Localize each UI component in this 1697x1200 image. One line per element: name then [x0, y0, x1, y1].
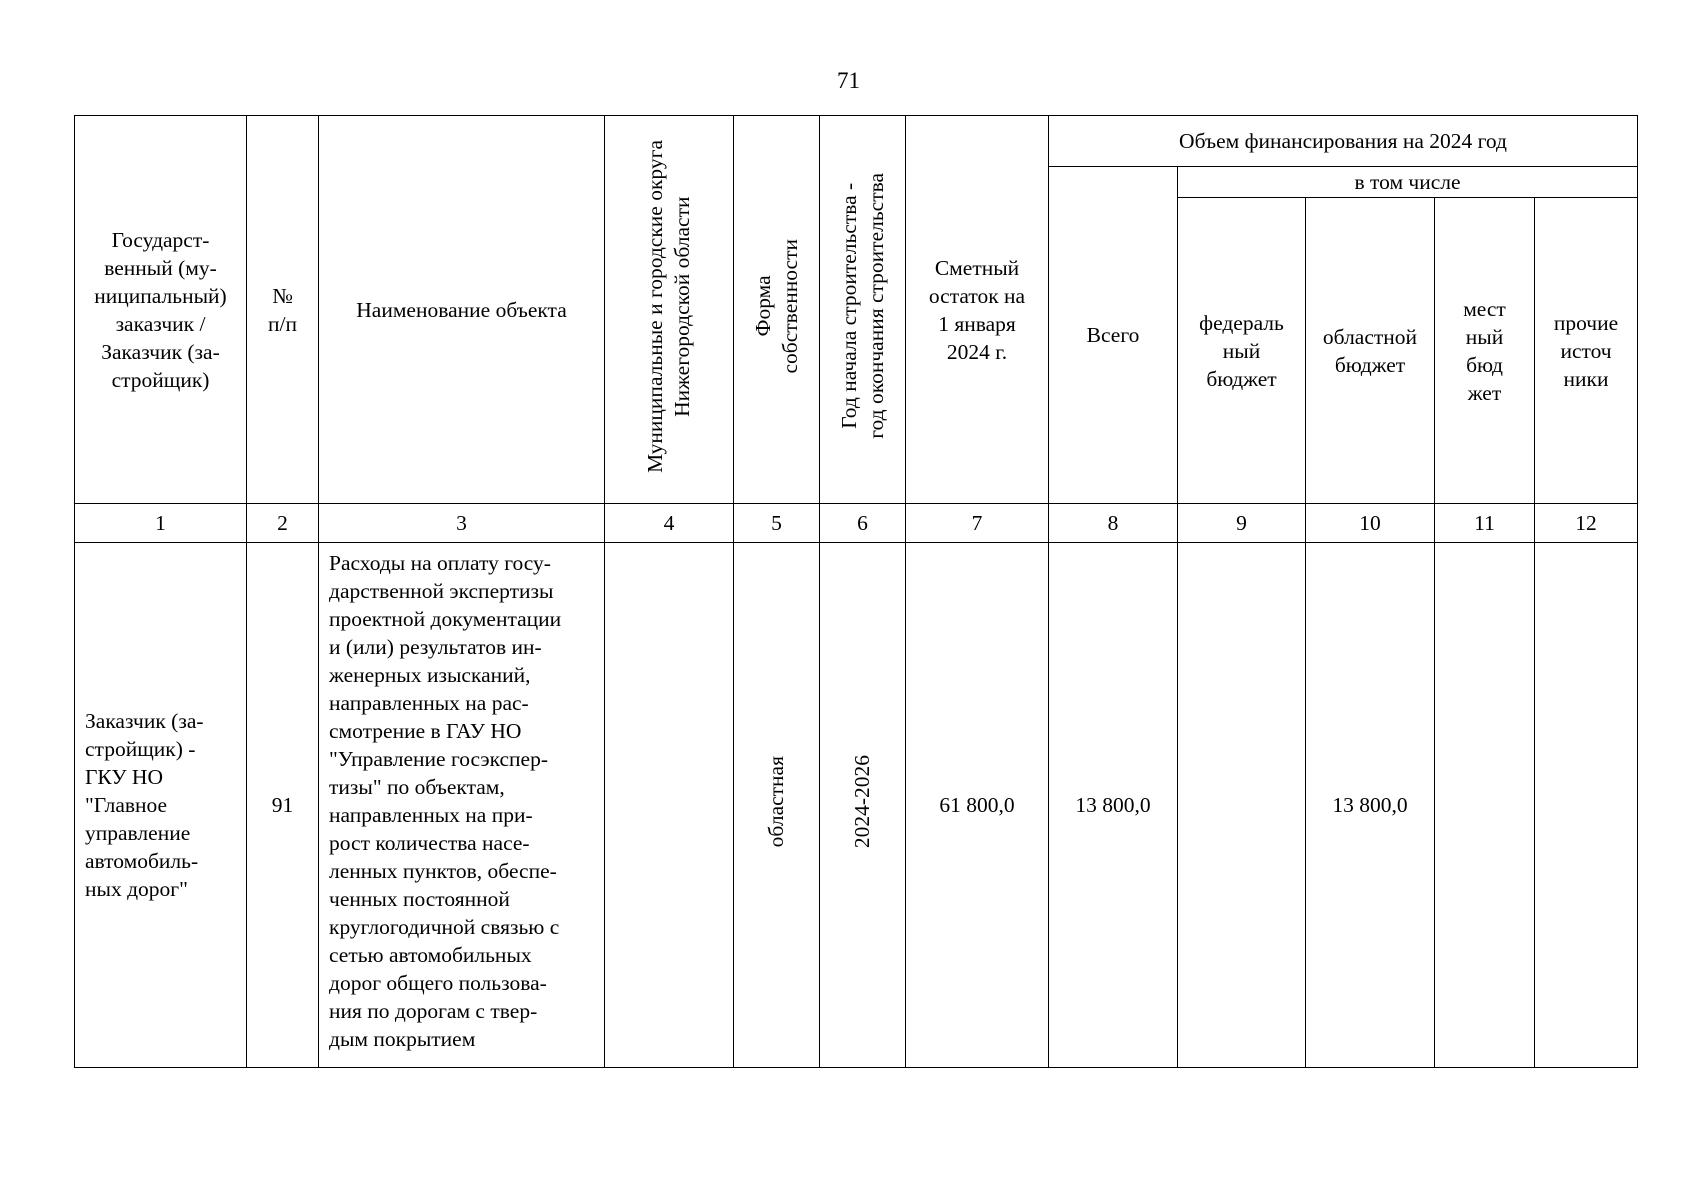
column-number: 3: [319, 504, 605, 543]
header-including: в том числе: [1178, 167, 1638, 198]
header-ownership: [734, 116, 820, 504]
cell-customer: Заказчик (за- стройщик) - ГКУ НО "Главное управление автомобиль- ных дорог": [75, 543, 247, 1068]
header-number: № п/п: [247, 116, 319, 504]
header-municipalities-text: Муниципальные и городские округа Нижегородской области: [643, 139, 694, 473]
header-regional: областной бюджет: [1306, 198, 1435, 504]
cell-ownership: [734, 543, 820, 1068]
column-number-row: [75, 504, 1638, 543]
header-object-name: Наименование объекта: [319, 116, 605, 504]
column-number: 4: [605, 504, 734, 543]
header-customer: Государст- венный (му- ниципальный) заказчик / Заказчик (за- стройщик): [75, 116, 247, 504]
header-financing: Объем финансирования на 2024 год: [1049, 116, 1638, 167]
column-number: 6: [820, 504, 906, 543]
cell-object-name: Расходы на оплату госу- дарственной экспертизы проектной документации и (или) результатов ин- женерных изысканий, направленных на рас- смотрение в ГАУ НО "Управление госэкспер- тизы" по объектам, направленных на при- рост количества насе- ленных пунктов, обеспе- ченных постоянной круглогодичной связью с сетью автомобильных дорог общего пользова- ния по дорогам с твер- дым покрытием: [319, 543, 605, 1068]
cell-years: [820, 543, 906, 1068]
column-number: 8: [1049, 504, 1178, 543]
column-number: 12: [1535, 504, 1638, 543]
cell-estimate: 61 800,0: [906, 543, 1049, 1068]
header-federal: федераль ный бюджет: [1178, 198, 1306, 504]
cell-municipality: [605, 543, 734, 1068]
financing-table: [74, 115, 1638, 1068]
column-number: 1: [75, 504, 247, 543]
header-other: прочие источ ники: [1535, 198, 1638, 504]
cell-total: 13 800,0: [1049, 543, 1178, 1068]
table-row: [75, 543, 1638, 1068]
cell-regional: 13 800,0: [1306, 543, 1435, 1068]
cell-federal: [1178, 543, 1306, 1068]
column-number: 2: [247, 504, 319, 543]
header-years-text: Год начала строительства - год окончания строительства: [836, 173, 888, 439]
column-number: 7: [906, 504, 1049, 543]
column-number: 9: [1178, 504, 1306, 543]
column-number: 11: [1435, 504, 1535, 543]
column-number: 5: [734, 504, 820, 543]
cell-years-text: 2024-2026: [850, 754, 874, 849]
header-total: Всего: [1049, 167, 1178, 504]
header-years: [820, 116, 906, 504]
page-number: 71: [837, 68, 860, 93]
cell-local: [1435, 543, 1535, 1068]
header-local: мест ный бюд жет: [1435, 198, 1535, 504]
cell-ownership-text: областная: [764, 755, 788, 848]
cell-number: 91: [247, 543, 319, 1068]
cell-other: [1535, 543, 1638, 1068]
header-municipalities: [605, 116, 734, 504]
header-estimate: Сметный остаток на 1 января 2024 г.: [906, 116, 1049, 504]
header-ownership-text: Форма собственности: [750, 238, 802, 374]
column-number: 10: [1306, 504, 1435, 543]
